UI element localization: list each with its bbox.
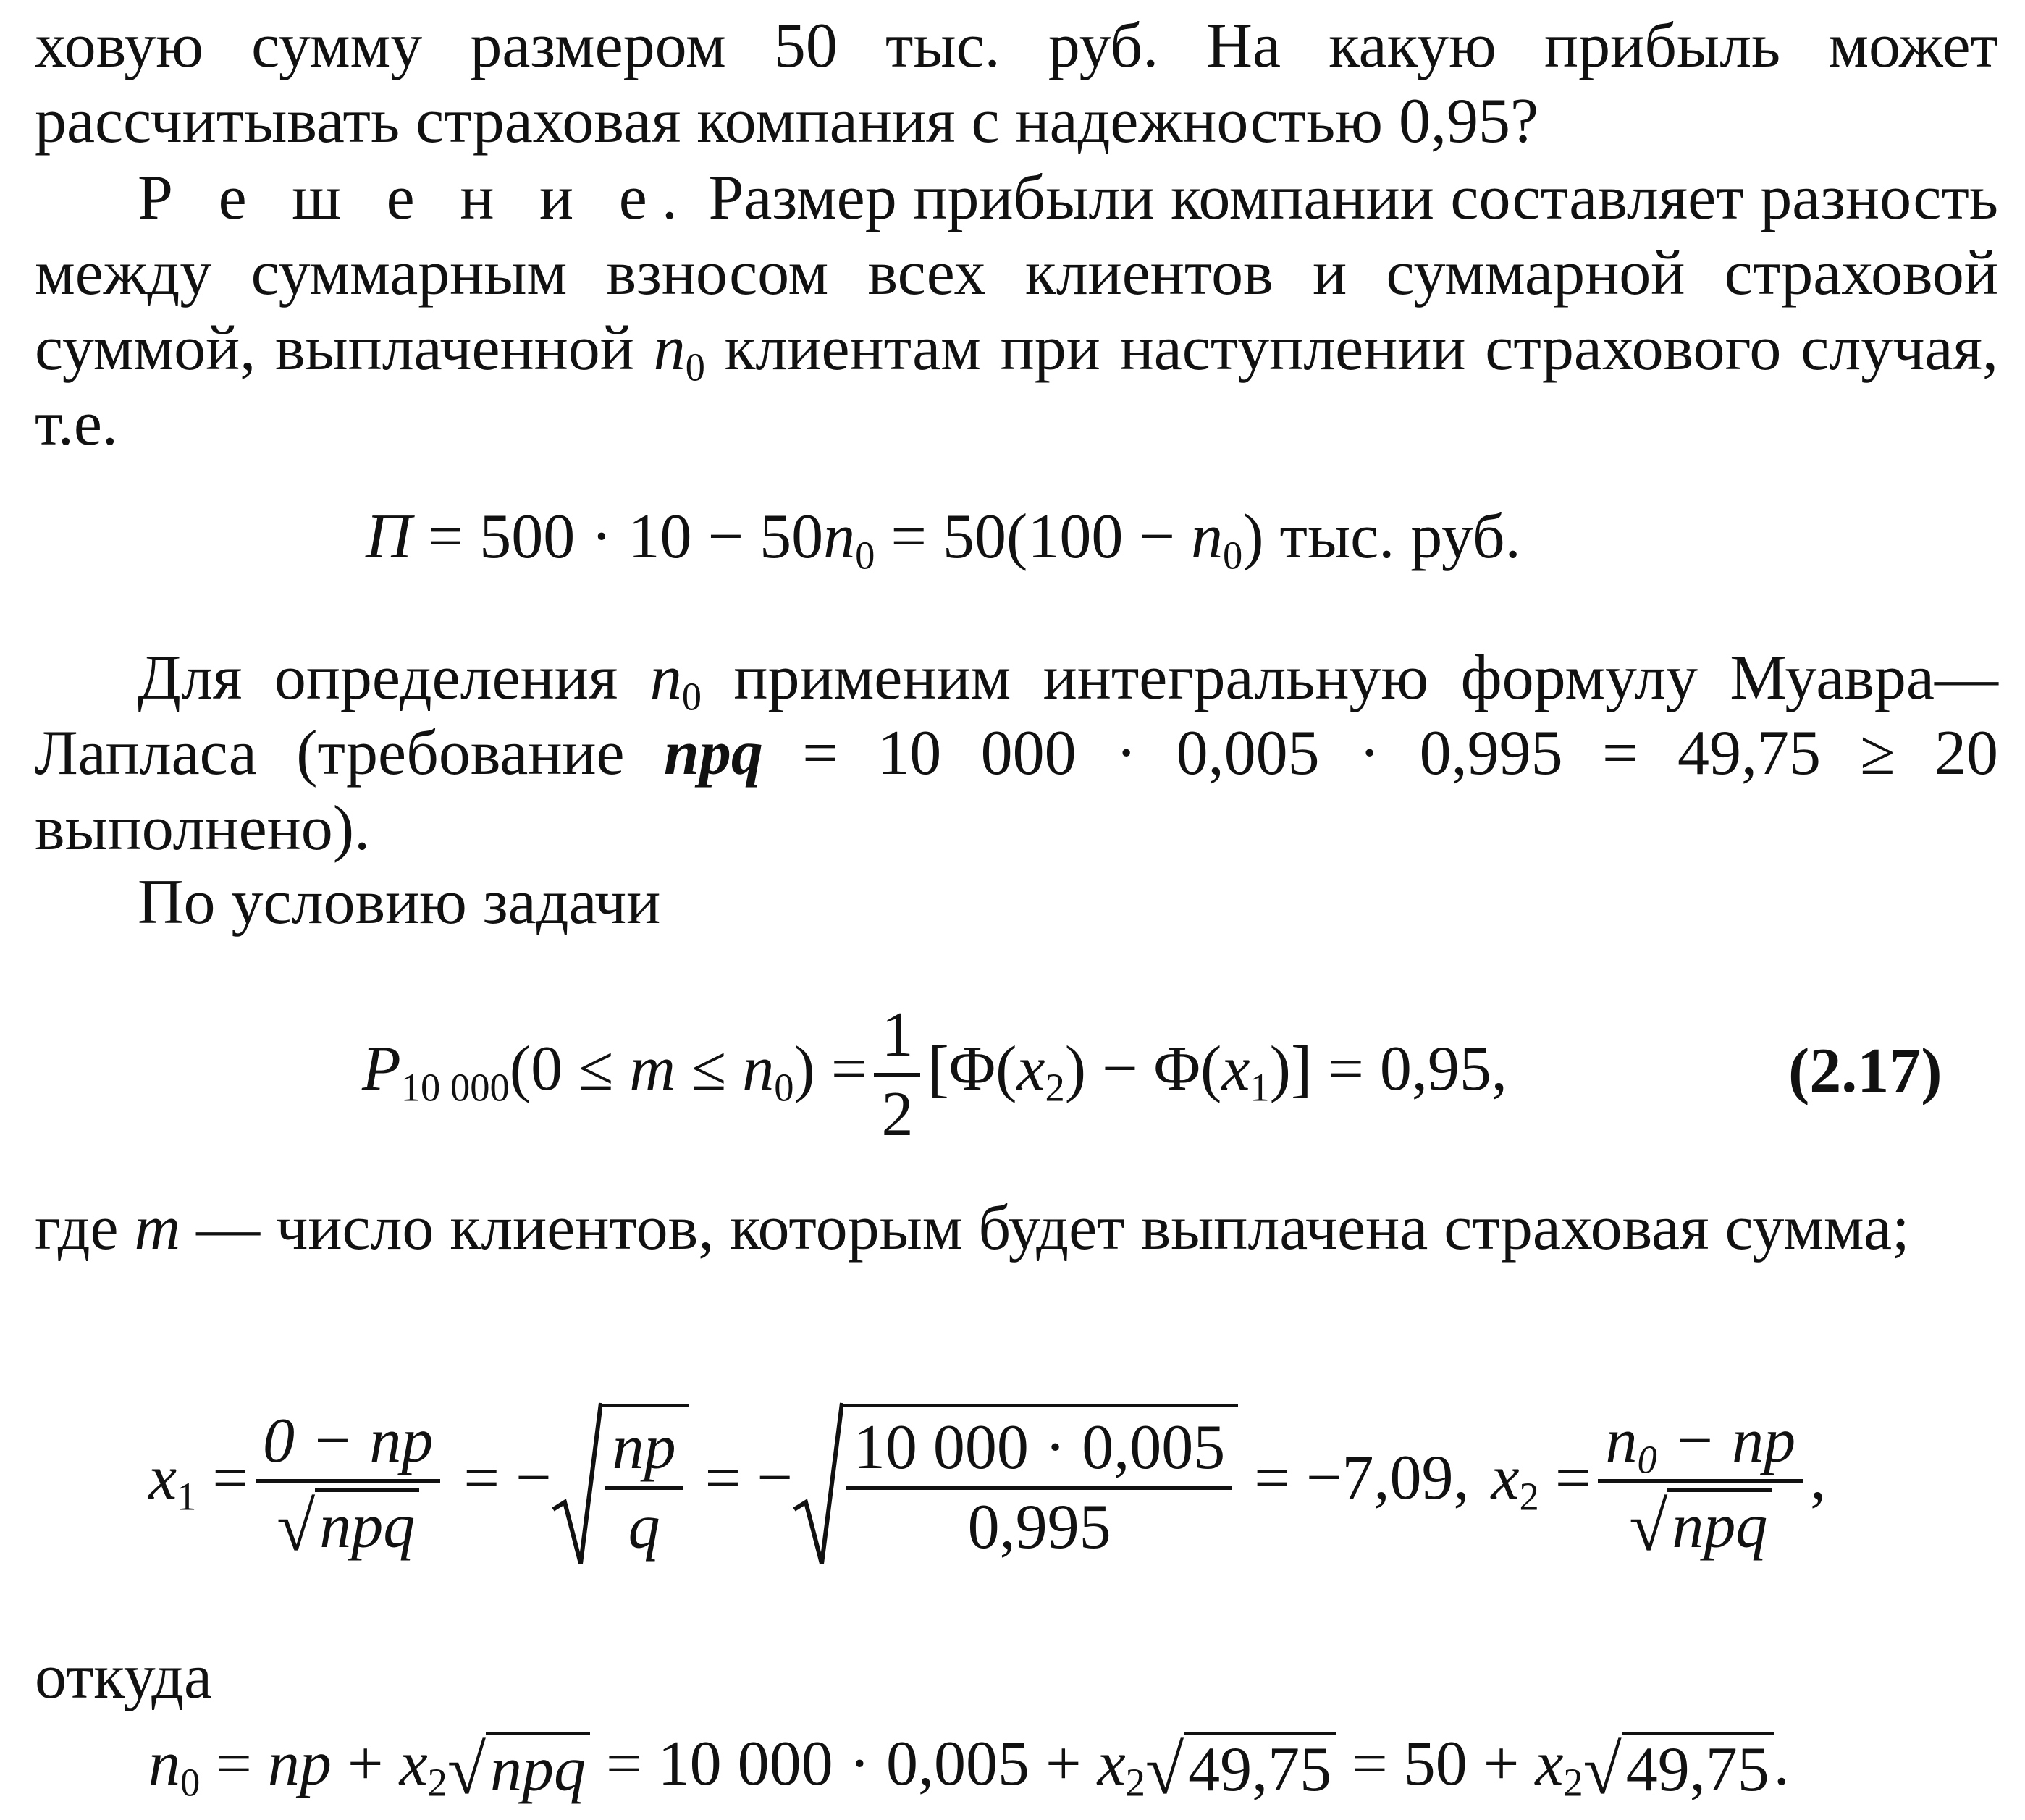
var-n: n — [823, 502, 856, 572]
equation-profit — [366, 500, 1521, 578]
sub-2: 2 — [427, 1760, 447, 1805]
equation-2-17 — [362, 998, 1507, 1153]
eq4-part3: = 10 000 · 0,005 + — [590, 1729, 1098, 1799]
fraction — [846, 1410, 1232, 1565]
sub-1: 1 — [177, 1474, 197, 1519]
radicand: npq — [1667, 1488, 1772, 1562]
eq3-eq: = — [196, 1443, 248, 1514]
radicand: npq — [315, 1488, 419, 1562]
paragraph-moivre-laplace — [35, 641, 1998, 867]
sqrt-fraction-np-q — [552, 1401, 689, 1567]
sqrt — [1145, 1732, 1336, 1808]
var-m: m — [134, 1193, 181, 1263]
eq2-lhs: (0 ≤ — [509, 1034, 630, 1105]
radical-icon: √ — [1145, 1731, 1184, 1809]
sub-0: 0 — [685, 345, 705, 389]
sub-2: 2 — [1125, 1760, 1145, 1805]
sub-0: 0 — [774, 1065, 794, 1110]
var-n: n — [653, 313, 686, 384]
eq2-mid2: ) − Φ( — [1064, 1034, 1222, 1105]
sqrt-fraction-numeric — [793, 1401, 1238, 1567]
frac-den — [1598, 1483, 1803, 1564]
eq1-part3: ) тыс. руб. — [1242, 502, 1521, 572]
eq3-eq3: = − — [689, 1443, 793, 1514]
var-m: m — [629, 1034, 675, 1105]
sub-2: 2 — [1045, 1065, 1065, 1110]
sub-10000: 10 000 — [400, 1065, 510, 1110]
equation-label: (2.17) — [1788, 1036, 1942, 1106]
frac-num: np — [605, 1410, 683, 1490]
var-x: x — [1097, 1729, 1126, 1799]
solution-text-2: клиентам при наступлении страхового случая, т.е. — [35, 313, 1998, 459]
radical-icon: √ — [447, 1731, 487, 1809]
var-x: x — [1535, 1729, 1564, 1799]
var-n: n — [742, 1034, 775, 1105]
eq2-tail: )] = 0,95, — [1269, 1034, 1507, 1105]
frac-num: 10 000 · 0,005 — [846, 1410, 1232, 1490]
whence-text: откуда — [35, 1642, 213, 1712]
sub-1: 1 — [1250, 1065, 1270, 1110]
sub-0: 0 — [1637, 1437, 1657, 1482]
var-n: n — [649, 643, 682, 713]
sqrt — [1583, 1732, 1774, 1808]
paragraph-whence — [35, 1640, 1998, 1715]
paragraph-problem-end — [35, 9, 1998, 159]
eq4-part4: = 50 + — [1336, 1729, 1536, 1799]
sqrt — [277, 1488, 419, 1564]
sub-0: 0 — [855, 533, 875, 578]
var-n: n — [1190, 502, 1223, 572]
frac-den: q — [628, 1491, 660, 1562]
var-x: x — [148, 1443, 177, 1514]
sub-0: 0 — [681, 674, 702, 719]
frac-den: 0,995 — [967, 1491, 1111, 1562]
eq3-value: = −7,09, — [1238, 1443, 1470, 1514]
frac-num: 0 − np — [256, 1404, 440, 1483]
sqrt — [1629, 1488, 1772, 1564]
radical-icon — [793, 1401, 843, 1567]
var-P: П — [366, 502, 412, 572]
var-x: x — [1221, 1034, 1250, 1105]
p5-text-1: где — [35, 1193, 135, 1263]
fraction-x1 — [256, 1404, 440, 1564]
sub-0: 0 — [1222, 533, 1243, 578]
frac-den: 2 — [881, 1079, 914, 1150]
radical-icon — [552, 1401, 602, 1567]
frac-num: 1 — [874, 998, 920, 1077]
radicand — [841, 1404, 1238, 1565]
eq4-part2: + — [331, 1729, 400, 1799]
eq3-eq4: = — [1538, 1443, 1591, 1514]
var-npq: npq — [663, 718, 763, 788]
eq1-part1: = 500 · 10 − 50 — [411, 502, 824, 572]
paragraph-solution — [35, 161, 1998, 462]
sub-2: 2 — [1563, 1760, 1583, 1805]
sqrt — [447, 1732, 590, 1808]
paragraph-where-m — [35, 1191, 1998, 1266]
var-x: x — [1016, 1034, 1045, 1105]
solution-text-1: Размер прибыли компании составляет разность между суммарным взносом всех клиентов и суммарной страховой суммой, выплаченной — [35, 163, 1998, 384]
p3-text-1: Для определения — [138, 643, 650, 713]
equation-x1-x2 — [148, 1401, 1826, 1567]
eq4-part1: = — [200, 1729, 268, 1799]
radical-icon: √ — [1629, 1488, 1668, 1566]
p3-text-2: применим интегральную формулу Муавра—Лапласа (требование — [35, 643, 1998, 788]
eq4-period: . — [1773, 1729, 1790, 1799]
sub-2: 2 — [1519, 1474, 1539, 1519]
equation-n0 — [148, 1727, 1790, 1808]
var-P: P — [362, 1034, 401, 1105]
sub-0: 0 — [180, 1760, 201, 1805]
frac-num — [1598, 1404, 1803, 1483]
radical-icon: √ — [277, 1488, 316, 1566]
eq2-close: ) = — [793, 1034, 867, 1105]
fraction-x2 — [1598, 1404, 1803, 1564]
var-np: np — [267, 1729, 332, 1799]
fraction — [605, 1410, 683, 1565]
var-n: n — [148, 1729, 180, 1799]
frac-den — [256, 1483, 440, 1564]
eq2-mid: ≤ — [675, 1034, 743, 1105]
radicand — [599, 1404, 689, 1565]
radical-icon: √ — [1583, 1731, 1622, 1809]
problem-text: ховую сумму размером 50 тыс. руб. На какую прибыль может рассчитывать страховая компания с надежностью 0,95? — [35, 11, 1998, 156]
radicand: 49,75 — [1184, 1732, 1336, 1805]
var-n: n — [1605, 1405, 1638, 1476]
p3-text-3: = 10 000 · 0,005 · 0,995 = 49,75 ≥ 20 выполнено). — [35, 718, 1998, 864]
radicand: npq — [486, 1732, 590, 1805]
var-x: x — [399, 1729, 428, 1799]
eq3-comma: , — [1810, 1443, 1827, 1514]
condition-text: По условию задачи — [138, 867, 661, 938]
fraction-half — [874, 998, 920, 1153]
eq2-bracket: [Φ( — [927, 1034, 1017, 1105]
num-rest: − np — [1656, 1405, 1796, 1476]
solution-lead: Р е ш е н и е. — [138, 163, 692, 233]
paragraph-condition — [35, 865, 1998, 940]
radicand: 49,75 — [1622, 1732, 1774, 1805]
var-x: x — [1491, 1443, 1520, 1514]
p5-text-2: — число клиентов, которым будет выплачена страховая сумма; — [180, 1193, 1910, 1263]
eq1-part2: = 50(100 − — [875, 502, 1191, 572]
eq3-eq2: = − — [447, 1443, 552, 1514]
